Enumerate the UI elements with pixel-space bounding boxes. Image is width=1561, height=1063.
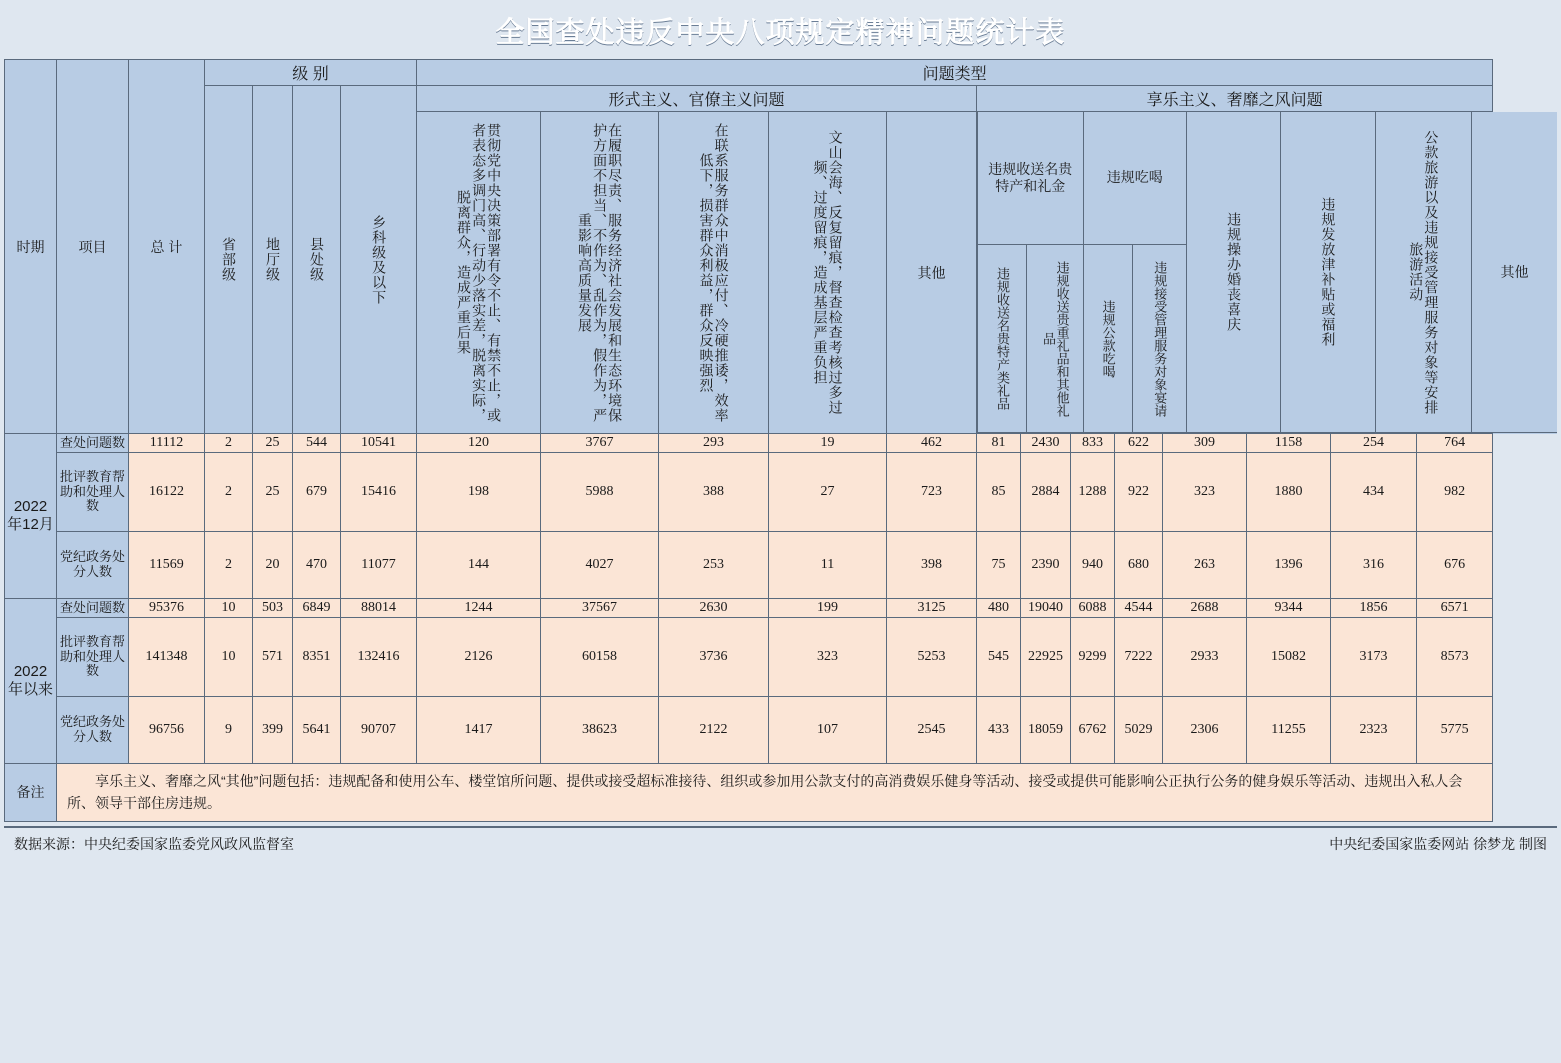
cell-hedonism-4: 622	[1115, 434, 1163, 453]
cell-formalism-2: 37567	[541, 599, 659, 618]
cell-hedonism-1: 480	[977, 599, 1021, 618]
cell-total: 11112	[129, 434, 205, 453]
cell-hedonism-7: 2323	[1331, 697, 1417, 764]
cell-hedonism-1: 81	[977, 434, 1021, 453]
cell-formalism-3: 388	[659, 453, 769, 532]
cell-hedonism-6: 1396	[1247, 532, 1331, 599]
cell-level-3: 544	[293, 434, 341, 453]
footer	[0, 828, 1561, 854]
cell-level-1: 10	[205, 599, 253, 618]
cell-formalism-3: 3736	[659, 618, 769, 697]
cell-hedonism-other: 982	[1417, 453, 1493, 532]
cell-level-2: 25	[253, 453, 293, 532]
cell-hedonism-2: 22925	[1021, 618, 1071, 697]
cell-hedonism-3: 6088	[1071, 599, 1115, 618]
header-level-group: 级 别	[205, 60, 417, 86]
cell-formalism-1: 144	[417, 532, 541, 599]
period-label-1: 2022年12月	[5, 434, 57, 599]
cell-hedonism-4: 680	[1115, 532, 1163, 599]
cell-formalism-2: 4027	[541, 532, 659, 599]
cell-formalism-2: 60158	[541, 618, 659, 697]
title-bar	[0, 0, 1561, 59]
cell-formalism-3: 2122	[659, 697, 769, 764]
cell-hedonism-7: 434	[1331, 453, 1417, 532]
cell-level-4: 15416	[341, 453, 417, 532]
note-row	[5, 764, 1558, 822]
cell-level-1: 2	[205, 453, 253, 532]
header-hedonism-3: 违规公款吃喝	[1083, 245, 1132, 433]
cell-level-2: 399	[253, 697, 293, 764]
cell-level-1: 2	[205, 434, 253, 453]
row-item-label: 批评教育帮助和处理人数	[57, 618, 129, 697]
cell-hedonism-5: 263	[1163, 532, 1247, 599]
cell-formalism-4: 323	[769, 618, 887, 697]
cell-hedonism-4: 7222	[1115, 618, 1163, 697]
cell-hedonism-3: 1288	[1071, 453, 1115, 532]
cell-hedonism-6: 1158	[1247, 434, 1331, 453]
cell-formalism-3: 2630	[659, 599, 769, 618]
cell-hedonism-4: 5029	[1115, 697, 1163, 764]
header-hedonism-4: 违规接受管理服务对象宴请	[1132, 245, 1186, 433]
cell-hedonism-other: 5775	[1417, 697, 1493, 764]
cell-formalism-3: 293	[659, 434, 769, 453]
cell-level-1: 9	[205, 697, 253, 764]
cell-level-4: 132416	[341, 618, 417, 697]
cell-hedonism-5: 2933	[1163, 618, 1247, 697]
header-group-hedonism: 享乐主义、奢靡之风问题	[977, 86, 1493, 112]
cell-formalism-other: 723	[887, 453, 977, 532]
cell-hedonism-1: 433	[977, 697, 1021, 764]
header-hedonism-gifts-group: 违规收送名贵特产和礼金	[978, 112, 1084, 245]
cell-level-4: 10541	[341, 434, 417, 453]
cell-hedonism-3: 940	[1071, 532, 1115, 599]
cell-total: 95376	[129, 599, 205, 618]
cell-formalism-2: 3767	[541, 434, 659, 453]
cell-level-3: 679	[293, 453, 341, 532]
table-row	[5, 697, 1558, 764]
cell-hedonism-5: 2306	[1163, 697, 1247, 764]
cell-level-3: 470	[293, 532, 341, 599]
page-title: 全国查处违反中央八项规定精神问题统计表	[495, 17, 1066, 49]
cell-formalism-other: 3125	[887, 599, 977, 618]
cell-formalism-other: 398	[887, 532, 977, 599]
header-group-formalism: 形式主义、官僚主义问题	[417, 86, 977, 112]
cell-total: 96756	[129, 697, 205, 764]
cell-total: 141348	[129, 618, 205, 697]
row-item-label: 党纪政务处分人数	[57, 697, 129, 764]
cell-hedonism-2: 2430	[1021, 434, 1071, 453]
cell-level-4: 90707	[341, 697, 417, 764]
cell-hedonism-3: 9299	[1071, 618, 1115, 697]
cell-formalism-2: 5988	[541, 453, 659, 532]
header-hedonism-2: 违规收送贵重礼品和其他礼品	[1027, 245, 1083, 433]
cell-hedonism-7: 3173	[1331, 618, 1417, 697]
row-item-label: 查处问题数	[57, 599, 129, 618]
credit: 中央纪委国家监委网站 徐梦龙 制图	[1329, 835, 1547, 852]
header-level-1: 省部级	[205, 86, 253, 434]
cell-hedonism-2: 18059	[1021, 697, 1071, 764]
cell-formalism-3: 253	[659, 532, 769, 599]
header-hedonism-subgrid	[977, 112, 1557, 434]
statistics-table	[4, 59, 1557, 822]
cell-level-3: 8351	[293, 618, 341, 697]
cell-hedonism-5: 323	[1163, 453, 1247, 532]
cell-level-2: 571	[253, 618, 293, 697]
cell-hedonism-other: 764	[1417, 434, 1493, 453]
cell-formalism-other: 462	[887, 434, 977, 453]
table-row	[5, 453, 1558, 532]
header-formalism-1: 贯彻党中央决策部署有令不止、有禁不止，或者表态多调门高、行动少落实差，脱离实际，脱离群众，造成严重后果	[417, 112, 541, 434]
cell-level-4: 11077	[341, 532, 417, 599]
header-level-2: 地厅级	[253, 86, 293, 434]
header-formalism-2: 在履职尽责、服务经济社会发展和生态环境保护方面不担当、不作为、乱作为，假作为，严重影响高质量发展	[541, 112, 659, 434]
cell-hedonism-1: 85	[977, 453, 1021, 532]
cell-hedonism-7: 316	[1331, 532, 1417, 599]
cell-formalism-4: 27	[769, 453, 887, 532]
data-source: 数据来源：中央纪委国家监委党风政风监督室	[14, 835, 294, 852]
table-row	[5, 532, 1558, 599]
table-row	[5, 434, 1558, 453]
header-time: 时期	[5, 60, 57, 434]
cell-hedonism-6: 1880	[1247, 453, 1331, 532]
header-problem-type: 问题类型	[417, 60, 1493, 86]
cell-total: 16122	[129, 453, 205, 532]
cell-level-2: 25	[253, 434, 293, 453]
note-text: 享乐主义、奢靡之风“其他”问题包括：违规配备和使用公车、楼堂馆所问题、提供或接受超标准接待、组织或参加用公款支付的高消费娱乐健身等活动、接受或提供可能影响公正执行公务的健身娱乐等活动、违规出入私人会所、领导干部住房违规。	[57, 764, 1493, 822]
cell-formalism-2: 38623	[541, 697, 659, 764]
cell-hedonism-other: 6571	[1417, 599, 1493, 618]
header-hedonism-eating-group: 违规吃喝	[1083, 112, 1186, 245]
cell-hedonism-1: 545	[977, 618, 1021, 697]
cell-hedonism-6: 9344	[1247, 599, 1331, 618]
cell-hedonism-3: 833	[1071, 434, 1115, 453]
row-item-label: 批评教育帮助和处理人数	[57, 453, 129, 532]
cell-level-4: 88014	[341, 599, 417, 618]
cell-level-2: 503	[253, 599, 293, 618]
cell-total: 11569	[129, 532, 205, 599]
cell-level-3: 6849	[293, 599, 341, 618]
cell-hedonism-7: 1856	[1331, 599, 1417, 618]
cell-formalism-1: 120	[417, 434, 541, 453]
cell-hedonism-6: 11255	[1247, 697, 1331, 764]
cell-hedonism-2: 2884	[1021, 453, 1071, 532]
header-hedonism-6: 违规发放津补贴或福利	[1281, 112, 1375, 433]
header-formalism-other: 其他	[887, 112, 977, 434]
cell-hedonism-other: 676	[1417, 532, 1493, 599]
cell-hedonism-6: 15082	[1247, 618, 1331, 697]
cell-hedonism-1: 75	[977, 532, 1021, 599]
row-item-label: 查处问题数	[57, 434, 129, 453]
header-item: 项目	[57, 60, 129, 434]
cell-formalism-4: 199	[769, 599, 887, 618]
cell-formalism-4: 19	[769, 434, 887, 453]
cell-formalism-other: 5253	[887, 618, 977, 697]
cell-level-2: 20	[253, 532, 293, 599]
row-item-label: 党纪政务处分人数	[57, 532, 129, 599]
cell-formalism-1: 2126	[417, 618, 541, 697]
cell-formalism-4: 107	[769, 697, 887, 764]
header-total: 总 计	[129, 60, 205, 434]
header-formalism-3: 在联系服务群众中消极应付、冷硬推诿，效率低下，损害群众利益，群众反映强烈	[659, 112, 769, 434]
cell-level-1: 10	[205, 618, 253, 697]
header-level-4: 乡科级及以下	[341, 86, 417, 434]
cell-hedonism-4: 922	[1115, 453, 1163, 532]
table-row	[5, 618, 1558, 697]
cell-formalism-1: 1244	[417, 599, 541, 618]
cell-level-3: 5641	[293, 697, 341, 764]
cell-hedonism-2: 19040	[1021, 599, 1071, 618]
cell-formalism-4: 11	[769, 532, 887, 599]
period-label-2: 2022年以来	[5, 599, 57, 764]
header-hedonism-7: 公款旅游以及违规接受管理服务对象等安排旅游活动	[1375, 112, 1472, 433]
cell-hedonism-5: 309	[1163, 434, 1247, 453]
cell-level-1: 2	[205, 532, 253, 599]
header-hedonism-5: 违规操办婚丧喜庆	[1186, 112, 1280, 433]
cell-formalism-1: 198	[417, 453, 541, 532]
cell-hedonism-4: 4544	[1115, 599, 1163, 618]
cell-hedonism-5: 2688	[1163, 599, 1247, 618]
header-formalism-4: 文山会海、反复留痕，督查检查考核过多过频、过度留痕，造成基层严重负担	[769, 112, 887, 434]
cell-formalism-1: 1417	[417, 697, 541, 764]
cell-hedonism-other: 8573	[1417, 618, 1493, 697]
header-level-3: 县处级	[293, 86, 341, 434]
cell-hedonism-3: 6762	[1071, 697, 1115, 764]
note-label: 备注	[5, 764, 57, 822]
cell-hedonism-7: 254	[1331, 434, 1417, 453]
header-hedonism-1: 违规收送名贵特产类礼品	[978, 245, 1027, 433]
header-hedonism-other: 其他	[1472, 112, 1557, 433]
table-row	[5, 599, 1558, 618]
cell-formalism-other: 2545	[887, 697, 977, 764]
cell-hedonism-2: 2390	[1021, 532, 1071, 599]
